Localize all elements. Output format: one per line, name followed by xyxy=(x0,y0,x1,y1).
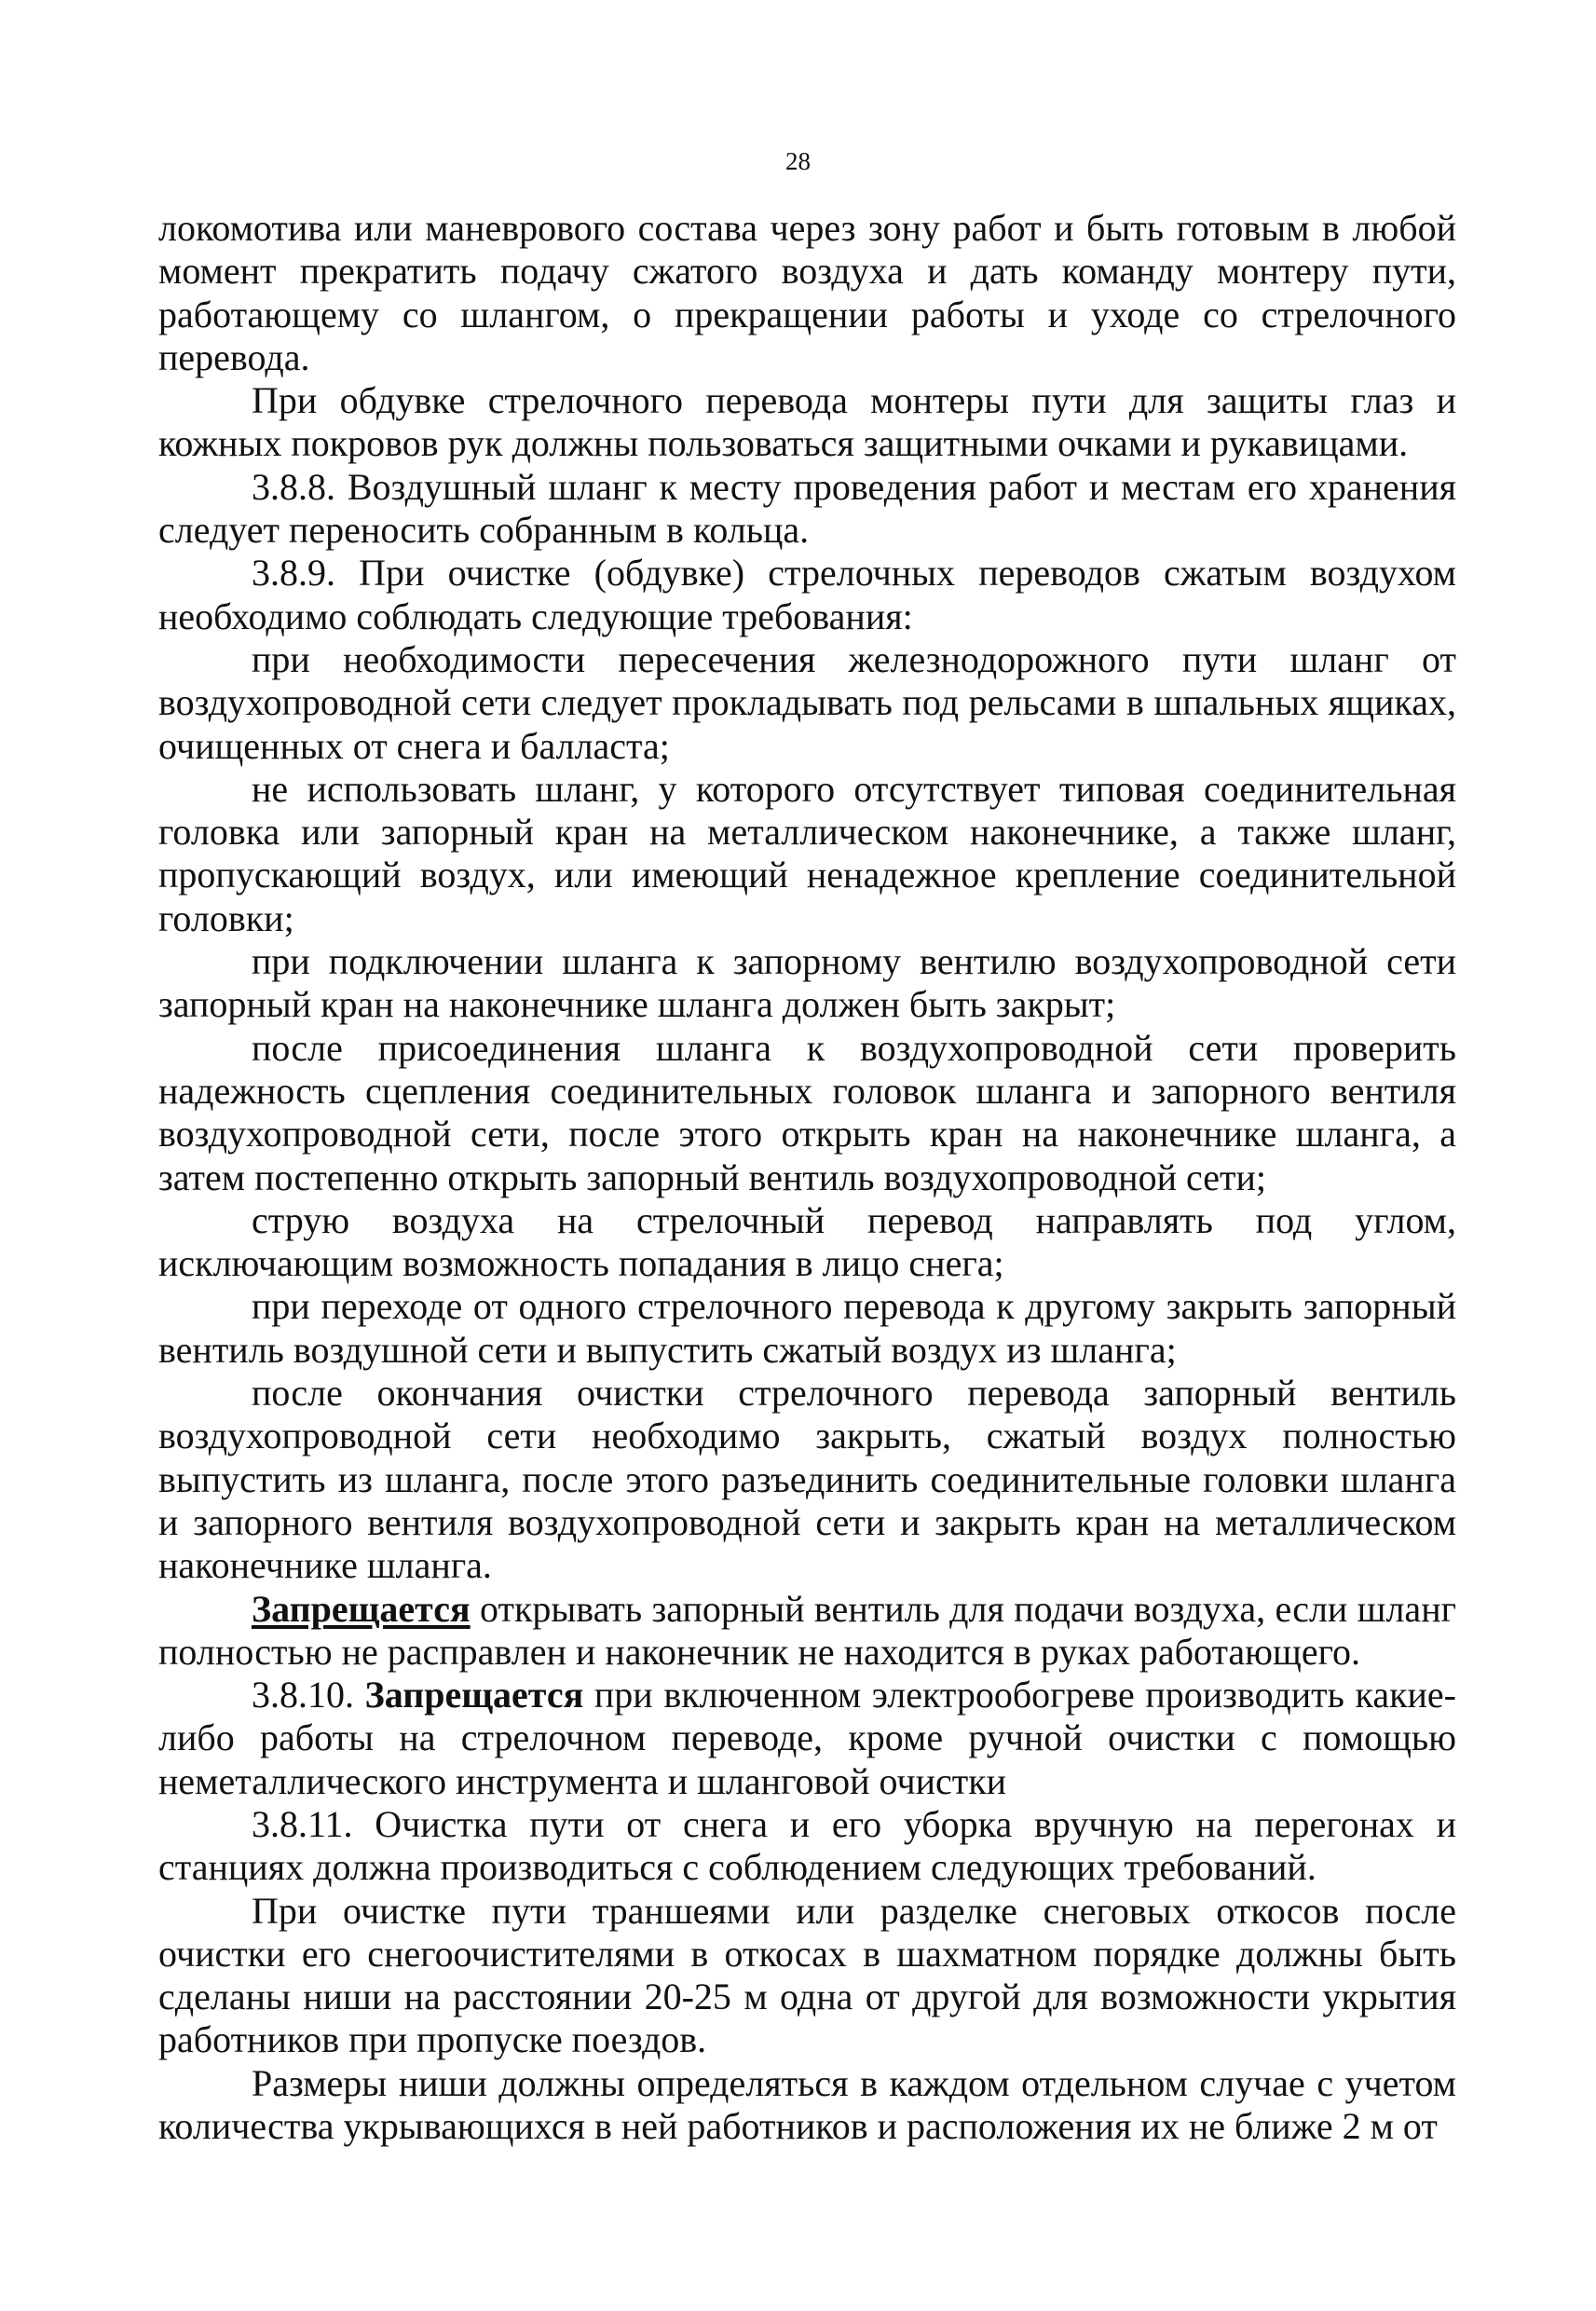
prohibition-text: открывать запорный вентиль для подачи воздуха, если шланг полностью не расправлен и наконечник не находится в руках работающего. xyxy=(158,1587,1456,1673)
paragraph-3-8-10 xyxy=(158,1674,1456,1803)
requirement-item: струю воздуха на стрелочный перевод направлять под углом, исключающим возможность попадания в лицо снега; xyxy=(158,1198,1456,1285)
paragraph: При очистке пути траншеями или разделке снеговых откосов после очистки его снегоочистителями в откосах в шахматном порядке должны быть сделаны ниши на расстоянии 20-25 м одна от другой для возможности укрытия работников при пропуске поездов. xyxy=(158,1889,1456,2061)
requirement-item: после окончания очистки стрелочного перевода запорный вентиль воздухопроводной сети необходимо закрыть, сжатый воздух полностью выпустить из шланга, после этого разъединить соединительные головки шланга и запорного вентиля воздухопроводной сети и закрыть кран на металлическом наконечнике шланга. xyxy=(158,1372,1456,1587)
paragraph: При обдувке стрелочного перевода монтеры пути для защиты глаз и кожных покровов рук должны пользоваться защитными очками и рукавицами. xyxy=(158,379,1456,465)
paragraph-continuation: локомотива или маневрового состава через зону работ и быть готовым в любой момент прекратить подачу сжатого воздуха и дать команду монтеру пути, работающему со шлангом, о прекращении работы и уходе со стрелочного перевода. xyxy=(158,207,1456,378)
document-body xyxy=(158,207,1456,2148)
paragraph-3-8-9: 3.8.9. При очистке (обдувке) стрелочных переводов сжатым воздухом необходимо соблюдать следующие требования: xyxy=(158,552,1456,637)
page-number: 28 xyxy=(785,147,811,175)
prohibition-keyword: Запрещается xyxy=(364,1674,584,1716)
prohibition-keyword: Запрещается xyxy=(252,1587,471,1630)
requirement-item: при переходе от одного стрелочного перевода к другому закрыть запорный вентиль воздушной сети и выпустить сжатый воздух из шланга; xyxy=(158,1285,1456,1371)
requirement-item: при подключении шланга к запорному вентилю воздухопроводной сети запорный кран на наконечнике шланга должен быть закрыт; xyxy=(158,940,1456,1026)
clause-number: 3.8.10. xyxy=(252,1674,365,1716)
paragraph-3-8-11: 3.8.11. Очистка пути от снега и его уборка вручную на перегонах и станциях должна производиться с соблюдением следующих требований. xyxy=(158,1802,1456,1889)
prohibition-paragraph xyxy=(158,1588,1456,1675)
prohibition-text: при включенном электрообогреве производить какие-либо работы на стрелочном переводе, кроме ручной очистки с помощью неметаллического инструмента и шланговой очистки xyxy=(158,1674,1456,1802)
requirement-item: не использовать шланг, у которого отсутствует типовая соединительная головка или запорный кран на металлическом наконечнике, а также шланг, пропускающий воздух, или имеющий ненадежное крепление соединительной головки; xyxy=(158,767,1456,939)
requirement-item: после присоединения шланга к воздухопроводной сети проверить надежность сцепления соединительных головок шланга и запорного вентиля воздухопроводной сети, после этого открыть кран на наконечнике шланга, а затем постепенно открыть запорный вентиль воздухопроводной сети; xyxy=(158,1026,1456,1198)
requirement-item: при необходимости пересечения железнодорожного пути шланг от воздухопроводной сети следует прокладывать под рельсами в шпальных ящиках, очищенных от снега и балласта; xyxy=(158,637,1456,767)
paragraph-3-8-8: 3.8.8. Воздушный шланг к месту проведения работ и местам его хранения следует переносить собранным в кольца. xyxy=(158,465,1456,552)
paragraph: Размеры ниши должны определяться в каждом отдельном случае с учетом количества укрывающихся в ней работников и расположения их не ближе 2 м от xyxy=(158,2061,1456,2148)
